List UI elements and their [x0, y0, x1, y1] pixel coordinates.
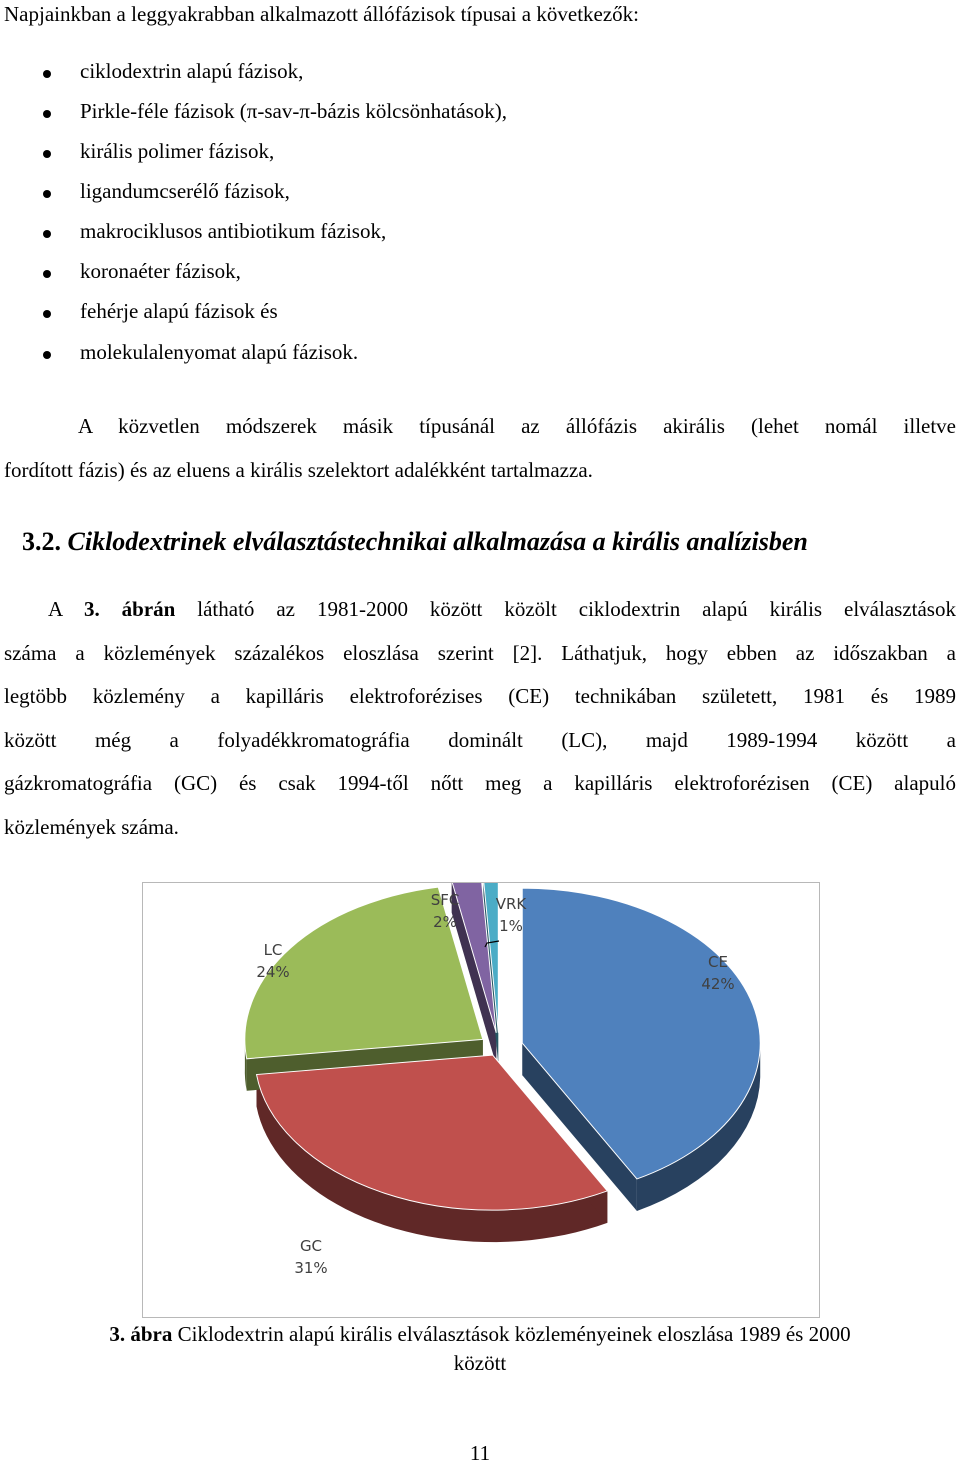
list-item: királis polimer fázisok, — [80, 139, 274, 164]
paragraph-2-line-5: gázkromatográfia (GC) és csak 1994-től nőtt meg a kapilláris elektroforézisen (CE) alapuló — [4, 771, 956, 795]
figure-caption: 3. ábra Ciklodextrin alapú királis elválasztások közleményeinek eloszlása 1989 és 2000 — [109, 1322, 851, 1346]
list-item: makrociklusos antibiotikum fázisok, — [80, 219, 386, 244]
pie-chart — [142, 882, 820, 1318]
bullet-icon — [43, 190, 51, 198]
bullet-icon — [43, 310, 51, 318]
bullet-icon — [43, 150, 51, 158]
slice-label-sfc: SFC — [430, 891, 460, 909]
bullet-icon — [43, 230, 51, 238]
paragraph-2-line-2: száma a közlemények százalékos eloszlása szerint [2]. Láthatjuk, hogy ebben az időszakban a — [4, 641, 956, 665]
list-item: molekulalenyomat alapú fázisok. — [80, 340, 358, 365]
paragraph-2-line-1: A 3. ábrán látható az 1981-2000 között közölt ciklodextrin alapú királis elválasztások — [48, 597, 956, 621]
list-item: ligandumcserélő fázisok, — [80, 179, 290, 204]
slice-label-lc: LC — [263, 941, 283, 959]
list-item: Pirkle-féle fázisok (π-sav-π-bázis kölcsönhatások), — [80, 99, 507, 124]
figure-caption-label: 3. ábra — [109, 1322, 173, 1346]
pie-chart-svg — [143, 883, 819, 1317]
list-item: ciklodextrin alapú fázisok, — [80, 59, 303, 84]
figure-reference: 3. ábrán — [83, 597, 176, 621]
list-item: koronaéter fázisok, — [80, 259, 241, 284]
page-number: 11 — [469, 1441, 491, 1465]
intro-sentence: Napjainkban a leggyakrabban alkalmazott állófázisok típusai a következők: — [4, 2, 640, 26]
paragraph-2-line-3: legtöbb közlemény a kapilláris elektroforézises (CE) technikában született, 1981 és 1989 — [4, 684, 956, 708]
slice-label-vrk: VRK — [495, 895, 527, 913]
slice-label-gc: GC — [299, 1237, 323, 1255]
paragraph-2-line-6: közlemények száma. — [4, 815, 179, 839]
paragraph-1-line-1: A közvetlen módszerek másik típusánál az állófázis akirális (lehet nomál illetve — [78, 414, 956, 438]
slice-value-sfc: 2% — [433, 913, 457, 931]
slice-value-ce: 42% — [701, 975, 735, 993]
section-heading — [22, 527, 808, 557]
slice-value-vrk: 1% — [499, 917, 523, 935]
slice-label-ce: CE — [708, 953, 728, 971]
bullet-icon — [43, 351, 51, 359]
section-title: Ciklodextrinek elválasztástechnikai alkalmazása a királis analízisben — [67, 527, 808, 556]
bullet-icon — [43, 110, 51, 118]
bullet-icon — [43, 70, 51, 78]
bullet-icon — [43, 270, 51, 278]
section-number: 3.2. — [22, 527, 61, 556]
slice-value-lc: 24% — [256, 963, 290, 981]
figure-caption-line-2: között — [453, 1351, 507, 1375]
slice-value-gc: 31% — [294, 1259, 328, 1277]
list-item: fehérje alapú fázisok és — [80, 299, 278, 324]
paragraph-1-line-2: fordított fázis) és az eluens a királis szelektort adalékként tartalmazza. — [4, 458, 593, 482]
paragraph-2-line-4: között még a folyadékkromatográfia dominált (LC), majd 1989-1994 között a — [4, 728, 956, 752]
